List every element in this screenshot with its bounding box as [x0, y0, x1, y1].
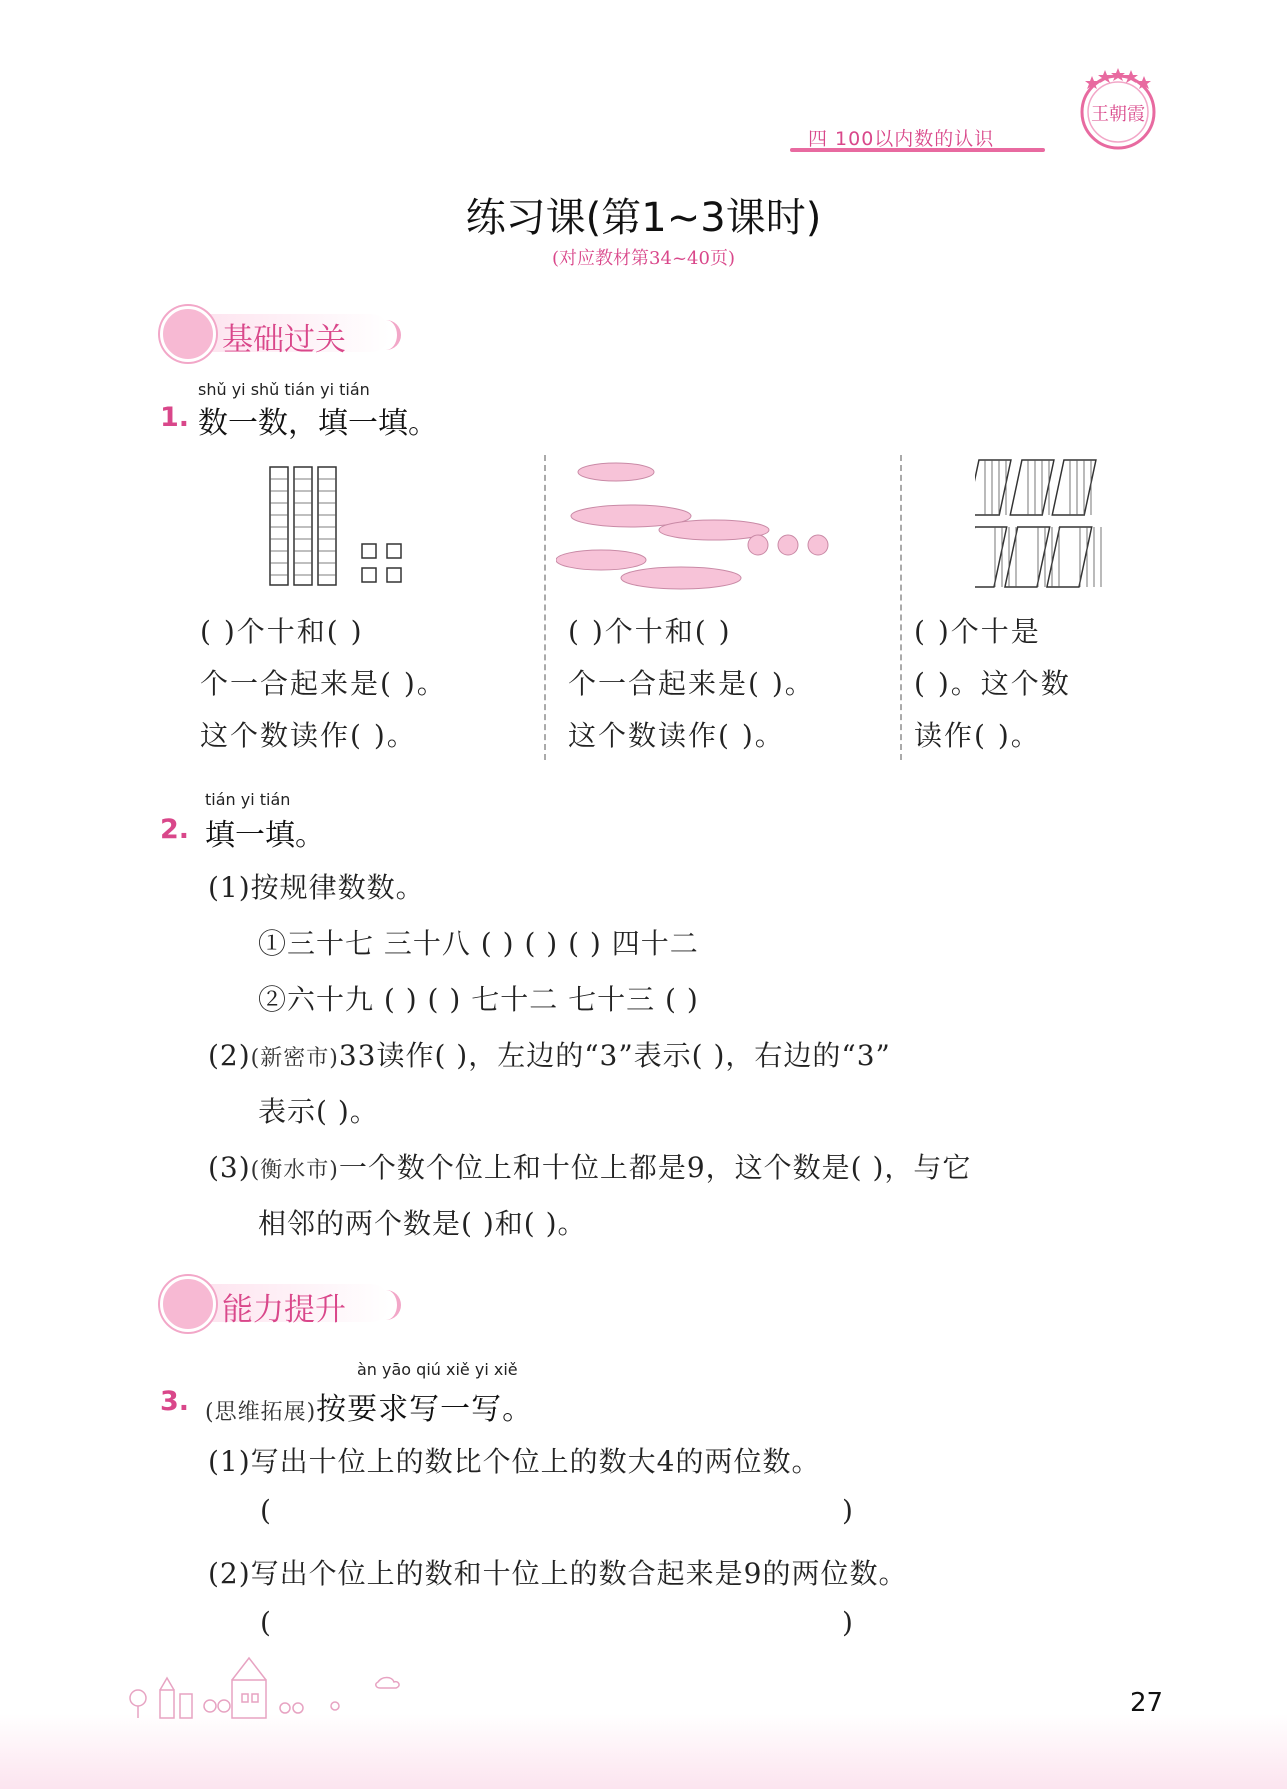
q2-part3-text: 一个数个位上和十位上都是9，这个数是( )，与它: [338, 1151, 972, 1184]
q2-pinyin: tián yi tián: [205, 790, 291, 809]
tens-rods-cubes-icon: [265, 462, 425, 592]
section-advanced-header: [160, 1276, 400, 1326]
q1-col1-line: ( )个十和( ): [200, 615, 364, 648]
q1-pinyin: shǔ yi shǔ tián yi tián: [198, 380, 370, 399]
q3-part1: (1)写出十位上的数比个位上的数大4的两位数。: [208, 1445, 821, 1478]
brand-badge-icon: [1072, 62, 1164, 154]
town-doodle-icon: [120, 1650, 440, 1720]
q2-part2-tag: (新密市): [250, 1046, 339, 1071]
page-title: 练习课(第1~3课时): [465, 195, 822, 241]
q2-part1-label: (1)按规律数数。: [208, 871, 425, 904]
section-basic-header: [160, 306, 400, 356]
q1-number: 1.: [160, 402, 190, 433]
q3-part1-answer-open: (: [260, 1494, 272, 1527]
q1-col1: [200, 606, 447, 762]
q2-part1-row1: ①三十七 三十八 ( ) ( ) ( ) 四十二: [258, 927, 699, 960]
section-tail: [375, 1290, 401, 1320]
q1-col3-line: ( )个十是: [914, 615, 1041, 648]
q3-part2: (2)写出个位上的数和十位上的数合起来是9的两位数。: [208, 1557, 908, 1590]
q2-part1-row2: ②六十九 ( ) ( ) 七十二 七十三 ( ): [258, 983, 699, 1016]
q1-col1-line: 个一合起来是( )。: [200, 667, 447, 700]
stick-bundles-icon: [975, 455, 1105, 595]
section-tail: [375, 320, 401, 350]
q3-part2-answer-open: (: [260, 1606, 272, 1639]
grandpa-avatar-icon: [160, 1276, 216, 1332]
q2-part2-text: 33读作( )，左边的“3”表示( )，右边的“3”: [338, 1039, 891, 1072]
q2-title: 填一填。: [205, 818, 325, 853]
svg-text:王朝霞: 王朝霞: [1091, 104, 1145, 125]
section-label: 能力提升: [222, 1292, 346, 1328]
q1-col3-line: 读作( )。: [914, 719, 1041, 752]
q1-col2-line: 个一合起来是( )。: [568, 667, 815, 700]
chapter-header: [790, 124, 1060, 154]
q2-part3-line1: [208, 1146, 971, 1186]
column-divider: [544, 455, 546, 760]
page-subtitle: (对应教材第34~40页): [552, 248, 735, 269]
q1-col2-line: 这个数读作( )。: [568, 719, 785, 752]
chapter-title: 四 100以内数的认识: [808, 128, 995, 150]
q3-number: 3.: [160, 1386, 190, 1417]
q2-part3-line2: 相邻的两个数是( )和( )。: [258, 1207, 587, 1240]
q1-col2: [568, 606, 815, 762]
q3-pinyin: àn yāo qiú xiě yi xiě: [357, 1360, 518, 1379]
q2-part3-tag: (衡水市): [250, 1158, 339, 1183]
q2-part2-line1: [208, 1034, 891, 1074]
q1-col3: [914, 606, 1071, 762]
q1-col2-line: ( )个十和( ): [568, 615, 732, 648]
q1-col3-line: ( )。这个数: [914, 667, 1071, 700]
q2-part2-prefix: (2): [208, 1039, 251, 1072]
q3-title: 按要求写一写。: [316, 1392, 534, 1427]
column-divider: [900, 455, 902, 760]
q1-col1-line: 这个数读作( )。: [200, 719, 417, 752]
page-number: 27: [1130, 1688, 1164, 1718]
q3-part1-answer-close: ): [842, 1494, 854, 1527]
q1-title: 数一数，填一填。: [198, 406, 438, 441]
section-label: 基础过关: [222, 322, 346, 358]
q3-header: [205, 1384, 533, 1428]
q2-number: 2.: [160, 814, 190, 845]
q3-tag: (思维拓展): [205, 1400, 317, 1425]
q2-part3-prefix: (3): [208, 1151, 251, 1184]
footer-band: [0, 1714, 1287, 1789]
pink-flower-strips-icon: [556, 460, 836, 595]
q2-part2-line2: 表示( )。: [258, 1095, 379, 1128]
q3-part2-answer-close: ): [842, 1606, 854, 1639]
girl-avatar-icon: [160, 306, 216, 362]
